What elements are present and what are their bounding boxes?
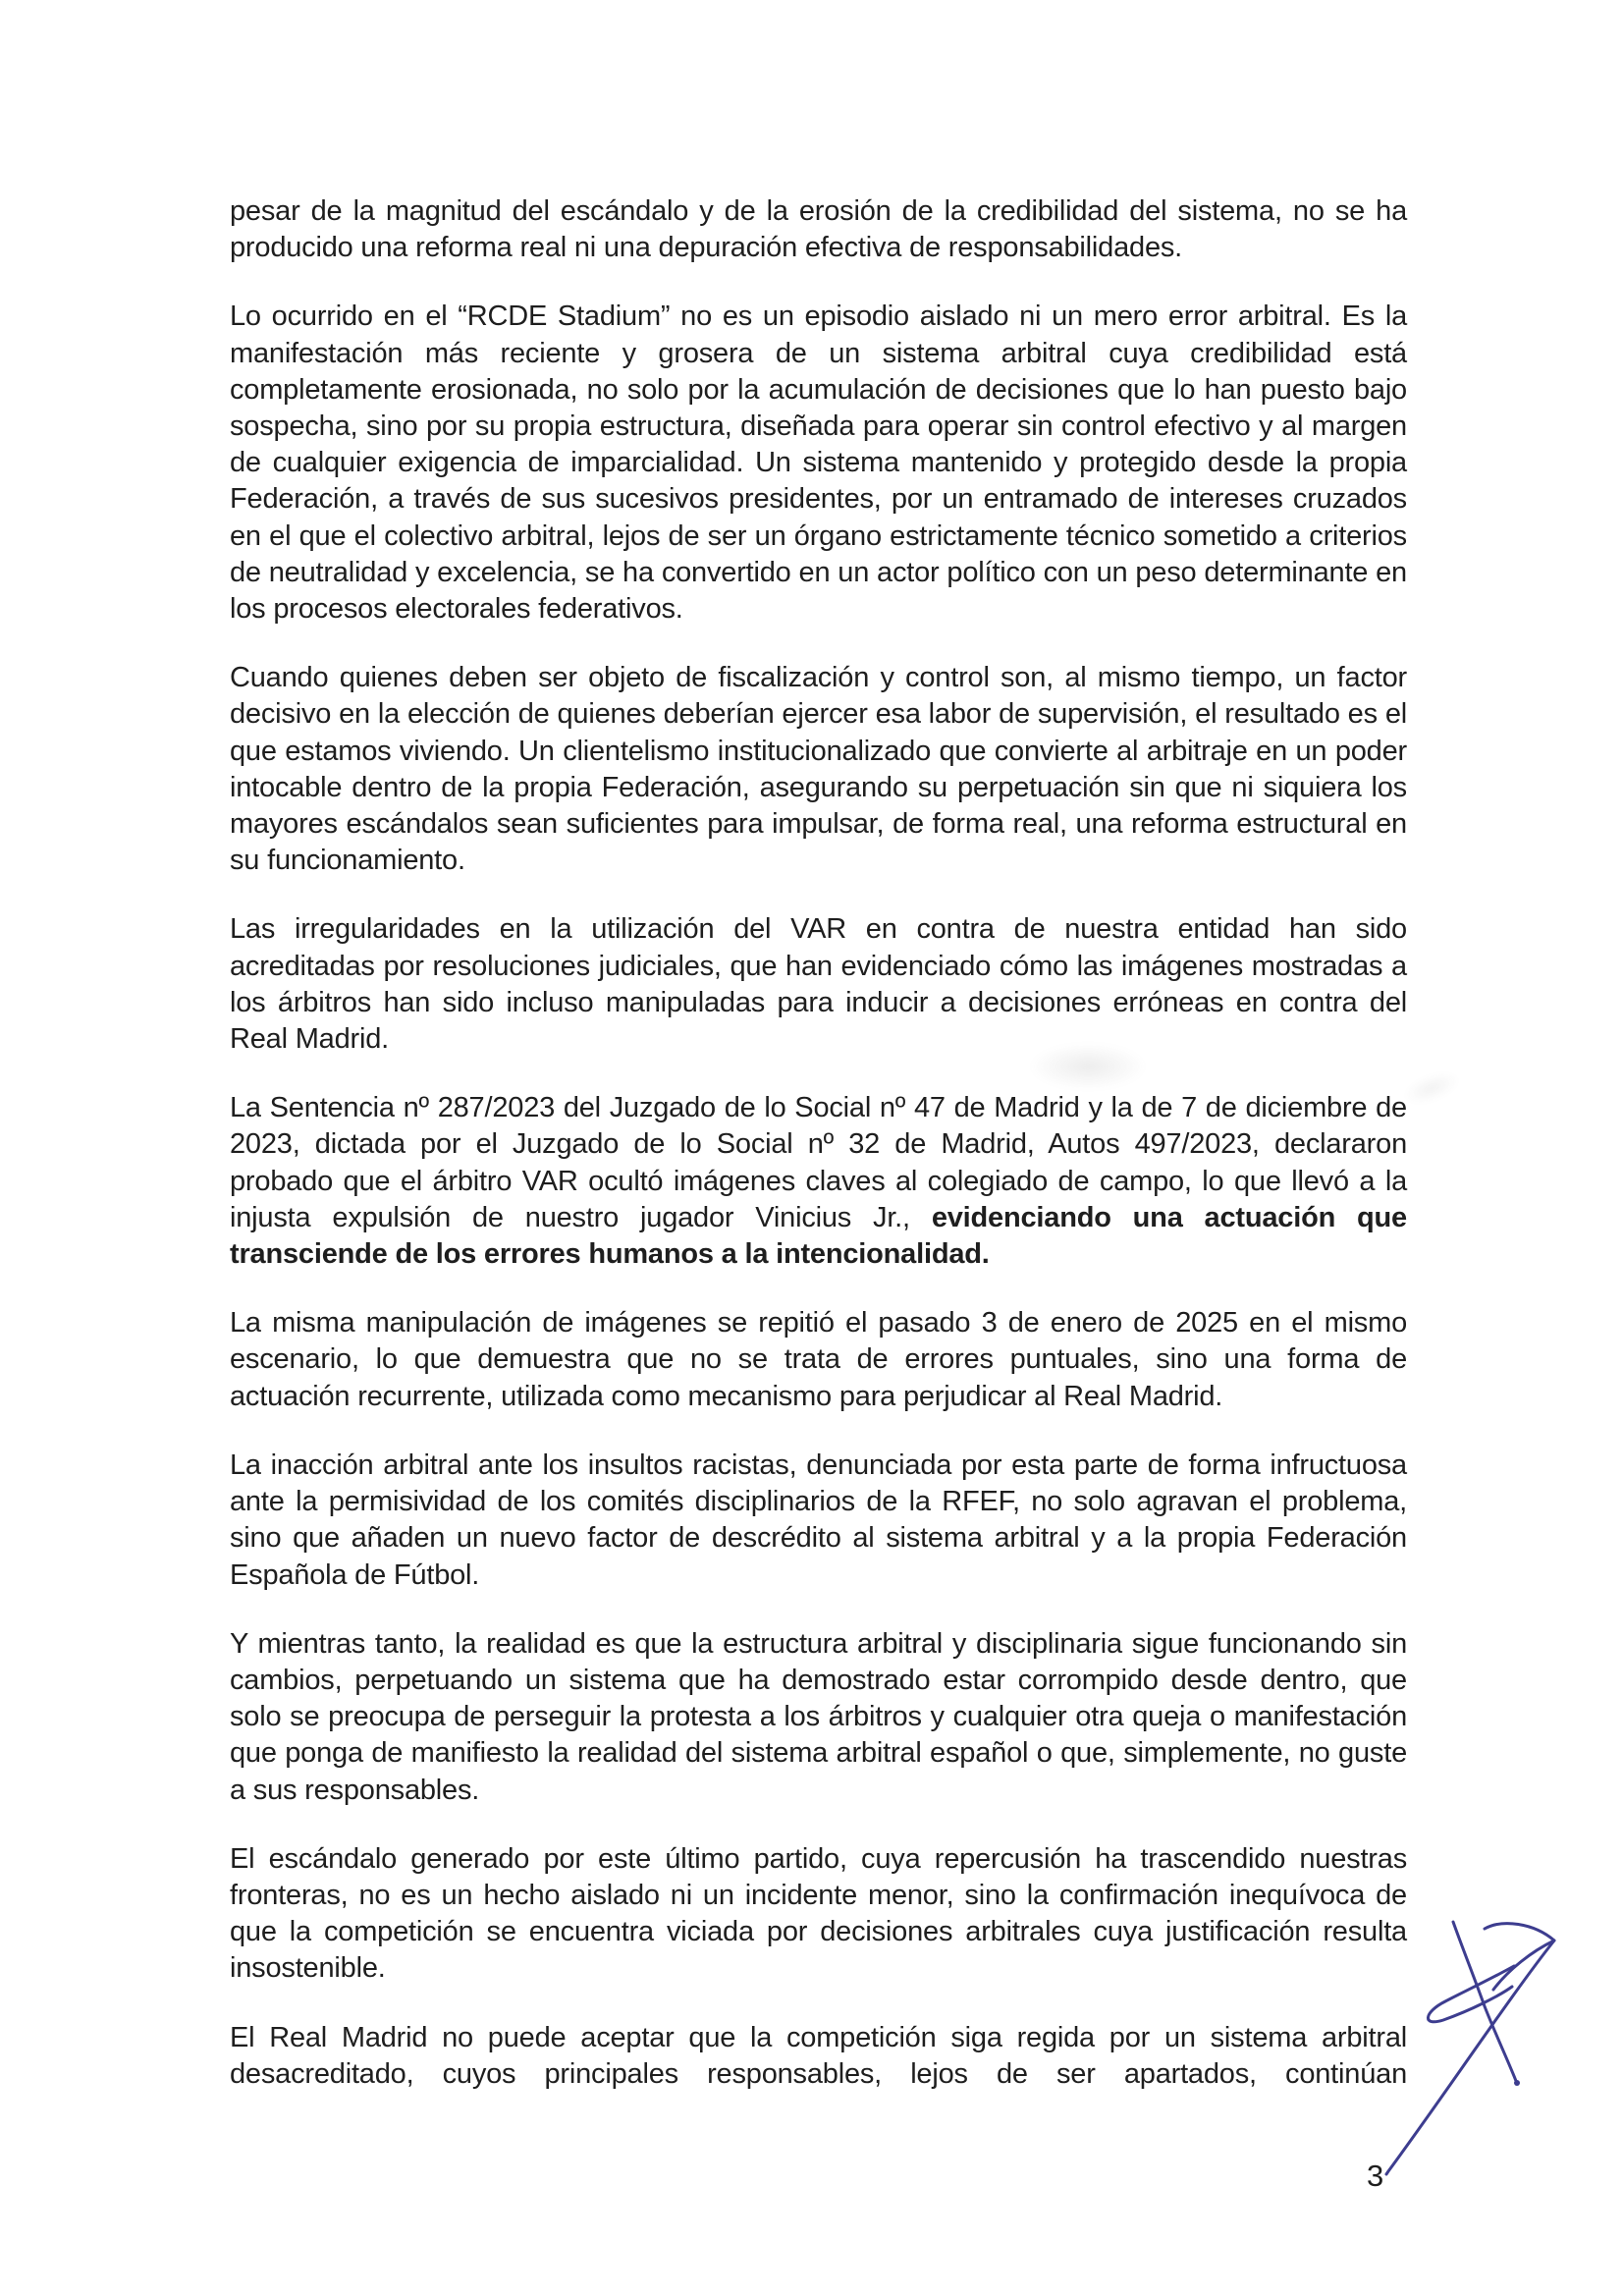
scan-smudge [1399, 1066, 1463, 1111]
paragraph [230, 911, 1407, 1058]
paragraph-text: El escándalo generado por este último partido, cuya repercusión ha trascendido nuestras fronteras, no es un hecho aislado ni un incidente menor, sino la confirmación inequívoca de que la competición se encuentra viciada por decisiones arbitrales cuya justificación resulta insostenible. [230, 1842, 1407, 1985]
paragraph [230, 660, 1407, 879]
paragraph [230, 1841, 1407, 1988]
paragraph-text: Lo ocurrido en el “RCDE Stadium” no es un episodio aislado ni un mero error arbitral. Es la manifestación más reciente y grosera de un sistema arbitral cuya credibilidad está completamente erosionada, no solo por la acumulación de decisiones que lo han puesto bajo sospecha, sino por su propia estructura, diseñada para operar sin control efectivo y al margen de cualquier exigencia de imparcialidad. Un sistema mantenido y protegido desde la propia Federación, a través de sus sucesivos presidentes, por un entramado de intereses cruzados en el que el colectivo arbitral, lejos de ser un órgano estrictamente técnico sometido a criterios de neutralidad y excelencia, se ha convertido en un actor político con un peso determinante en los procesos electorales federativos. [230, 301, 1407, 626]
paragraph-text: Las irregularidades en la utilización del VAR en contra de nuestra entidad han sido acreditadas por resoluciones judiciales, que han evidenciado cómo las imágenes mostradas a los árbitros han sido incluso manipuladas para inducir a decisiones erróneas en contra del Real Madrid. [230, 913, 1407, 1056]
document-body [230, 193, 1407, 2125]
paragraph-text: Cuando quienes deben ser objeto de fiscalización y control son, al mismo tiempo, un factor decisivo en la elección de quienes deberían ejercer esa labor de supervisión, el resultado es el que estamos viviendo. Un clientelismo institucionalizado que convierte al arbitraje en un poder intocable dentro de la propia Federación, asegurando su perpetuación sin que ni siquiera los mayores escándalos sean suficientes para impulsar, de forma real, una reforma estructural en su funcionamiento. [230, 662, 1407, 877]
paragraph-text-bold: evidenciando una actuación que transciende de los errores humanos a la intencionalidad. [230, 1201, 1407, 1271]
paragraph-text: Y mientras tanto, la realidad es que la estructura arbitral y disciplinaria sigue funcionando sin cambios, perpetuando un sistema que ha demostrado estar corrompido desde dentro, que solo se preocupa de perseguir la protesta a los árbitros y cualquier otra queja o manifestación que ponga de manifiesto la realidad del sistema arbitral español o que, simplemente, no guste a sus responsables. [230, 1627, 1407, 1806]
paragraph [230, 1090, 1407, 1273]
paragraph-text: La Sentencia nº 287/2023 del Juzgado de lo Social nº 47 de Madrid y la de 7 de diciembre de 2023, dictada por el Juzgado de lo Social nº 32 de Madrid, Autos 497/2023, declararon probado que el árbitro VAR ocultó imágenes claves al colegiado de campo, lo que llevó a la injusta expulsión de nuestro jugador Vinicius Jr., [230, 1092, 1407, 1233]
paragraph-text: El Real Madrid no puede aceptar que la competición siga regida por un sistema arbitral desacreditado, cuyos principales responsables, lejos de ser apartados, continúan [230, 2021, 1407, 2090]
paragraph-text: La inacción arbitral ante los insultos racistas, denunciada por esta parte de forma infructuosa ante la permisividad de los comités disciplinarios de la RFEF, no solo agravan el problema, sino que añaden un nuevo factor de descrédito al sistema arbitral y a la propia Federación Española de Fútbol. [230, 1449, 1407, 1591]
paragraph [230, 1305, 1407, 1415]
paragraph-text: pesar de la magnitud del escándalo y de la erosión de la credibilidad del sistema, no se ha producido una reforma real ni una depuración efectiva de responsabilidades. [230, 195, 1407, 264]
paragraph [230, 299, 1407, 628]
signature-ink-icon [1365, 1900, 1571, 2195]
paragraph [230, 2020, 1407, 2093]
paragraph-text: La misma manipulación de imágenes se repitió el pasado 3 de enero de 2025 en el mismo escenario, lo que demuestra que no se trata de errores puntuales, sino una forma de actuación recurrente, utilizada como mecanismo para perjudicar al Real Madrid. [230, 1307, 1407, 1412]
paragraph [230, 1448, 1407, 1594]
paragraph [230, 193, 1407, 266]
paragraph [230, 1626, 1407, 1809]
signature-scribble [1365, 1900, 1571, 2195]
page-number: 3 [1367, 2159, 1384, 2193]
